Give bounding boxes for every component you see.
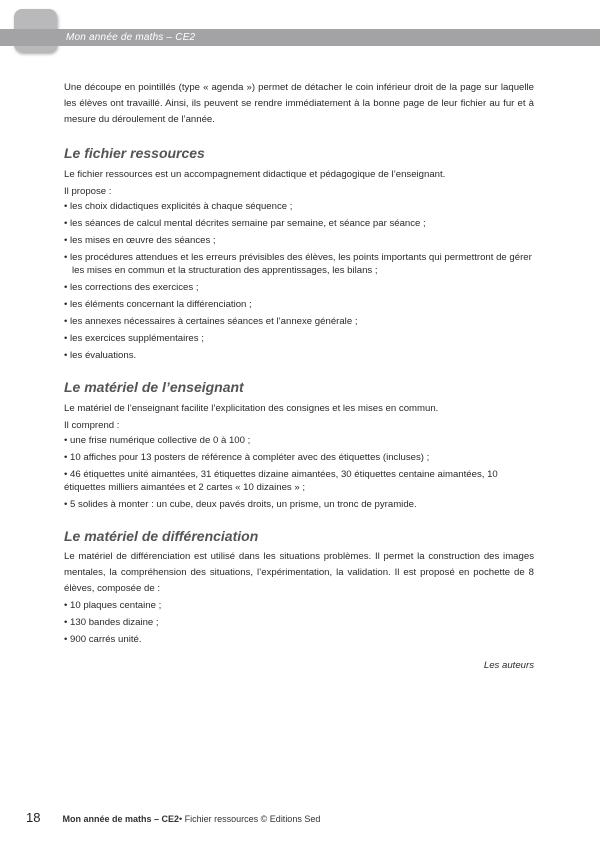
section-list	[64, 200, 534, 362]
list-item: • 10 affiches pour 13 posters de référence à compléter avec des étiquettes (incluses) ;	[64, 452, 430, 463]
intro-paragraph: Une découpe en pointillés (type « agenda ») permet de détacher le coin inférieur droit de la page sur laquelle les élèves ont travaillé. Ainsi, ils peuvent se rendre immédiatement à la bonne page de leur fichier au fur et à mesure du déroulement de l’année.	[64, 82, 534, 125]
list-item: • 5 solides à monter : un cube, deux pavés droits, un prisme, un tronc de pyramide.	[64, 499, 417, 510]
list-item: • les choix didactiques explicités à chaque séquence ;	[64, 201, 293, 212]
section-title-materiel-enseignant: Le matériel de l’enseignant	[64, 379, 244, 395]
list-item: • 10 plaques centaine ;	[64, 600, 162, 611]
section-title-materiel-differenciation: Le matériel de différenciation	[64, 528, 259, 544]
signature: Les auteurs	[483, 660, 534, 671]
list-item: • 130 bandes dizaine ;	[64, 617, 159, 628]
section-list	[64, 434, 534, 511]
section-lead: Il comprend :	[64, 420, 120, 431]
section-lead: Il propose :	[64, 186, 112, 197]
list-item: • les évaluations.	[64, 350, 137, 361]
page-number: 18	[26, 810, 41, 825]
section-list	[64, 599, 534, 646]
list-item: • les corrections des exercices ;	[64, 282, 199, 293]
list-item: • 900 carrés unité.	[64, 634, 142, 645]
list-item: • les annexes nécessaires à certaines séances et l’annexe générale ;	[64, 316, 358, 327]
section-title-fichier-ressources: Le fichier ressources	[64, 145, 205, 161]
list-item: • les procédures attendues et les erreurs prévisibles des élèves, les points importants qui permettront de gérer les mises en commun et la structuration des apprentissages, les bilans ;	[64, 252, 532, 276]
section-description: Le matériel de l’enseignant facilite l’explicitation des consignes et les mises en commun.	[64, 403, 439, 414]
header-title: Mon année de maths – CE2	[66, 32, 196, 43]
footer-book-title: Mon année de maths – CE2	[62, 814, 179, 824]
page-footer	[26, 810, 320, 825]
list-item: • les exercices supplémentaires ;	[64, 333, 204, 344]
list-item: • les mises en œuvre des séances ;	[64, 235, 216, 246]
section-description: Le matériel de différenciation est utilisé dans les situations problèmes. Il permet la construction des images mentales, la compréhension des situations, l’expérimentation, la validation. Il est proposé en pochette de 8 élèves, composée de :	[64, 551, 534, 594]
list-item: • les séances de calcul mental décrites semaine par semaine, et séance par séance ;	[64, 218, 426, 229]
list-item: • 46 étiquettes unité aimantées, 31 étiquettes dizaine aimantées, 30 étiquettes centaine aimantées, 10 étiquettes milliers aimantées et 2 cartes « 10 dizaines » ;	[64, 469, 498, 493]
section-description: Le fichier ressources est un accompagnement didactique et pédagogique de l’enseignant.	[64, 169, 446, 180]
list-item: • une frise numérique collective de 0 à 100 ;	[64, 435, 251, 446]
footer-credits: • Fichier ressources © Editions Sed	[179, 814, 321, 824]
page-content	[64, 80, 534, 671]
list-item: • les éléments concernant la différenciation ;	[64, 299, 252, 310]
